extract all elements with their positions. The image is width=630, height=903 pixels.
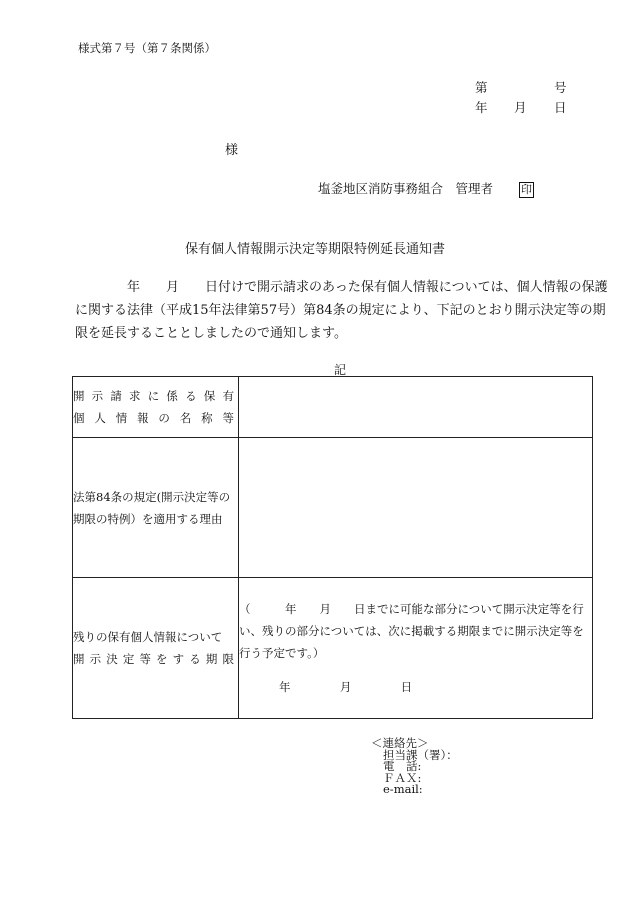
deadline-field[interactable] <box>239 578 593 719</box>
contact-phone: 電 話: <box>383 759 422 773</box>
issuer-line <box>318 179 534 198</box>
info-name-label <box>73 377 239 438</box>
contact-dept: 担当課（署）： <box>383 747 458 762</box>
form-number: 様式第７号（第７条関係） <box>78 41 216 55</box>
issuer-name: 塩釜地区消防事務組合 管理者 <box>318 181 494 196</box>
table-row-reason <box>73 438 593 578</box>
table-row-deadline <box>73 578 593 719</box>
recipient-honorific: 様 <box>225 143 239 158</box>
date-year-label: 年 <box>475 100 488 115</box>
contact-fax: ＦＡＸ: <box>383 770 422 785</box>
table-row-info-name <box>73 377 593 438</box>
seal-mark: 印 <box>521 182 533 196</box>
deadline-year: 年 <box>279 680 291 694</box>
info-name-label-line1: 開示請求に係る保有 <box>73 389 234 403</box>
date-day-label: 日 <box>554 100 567 115</box>
reason-label-line2: 期限の特例）を適用する理由 <box>73 511 223 526</box>
deadline-month: 月 <box>339 680 352 694</box>
doc-number-prefix: 第 <box>475 80 488 95</box>
date-month-label: 月 <box>514 100 527 115</box>
document-title: 保有個人情報開示決定等期限特例延長通知書 <box>184 242 445 257</box>
deadline-label-line2: 開示決定等をする期限 <box>73 652 234 666</box>
deadline-label-line1: 残りの保有個人情報について <box>73 630 223 644</box>
contact-heading: ＜連絡先＞ <box>371 736 429 750</box>
doc-number-suffix: 号 <box>554 80 567 95</box>
deadline-date <box>239 676 592 698</box>
info-table <box>72 376 593 719</box>
ki-label: 記 <box>333 363 346 377</box>
body-text: 年 月 日付けで開示請求のあった保有個人情報については、個人情報の保護に関する法律（平成15年法律第57号）第84条の規定により、下記のとおり開示決定等の期限を延長することとしましたので通知します。 <box>75 280 608 341</box>
deadline-text: （ 年 月 日までに可能な部分について開示決定等を行い、残りの部分については、次に掲載する期限までに開示決定等を行う予定です。） <box>239 602 584 660</box>
reason-label-line1: 法第84条の規定(開示決定等の <box>73 489 231 504</box>
deadline-label <box>73 578 239 719</box>
info-name-label-line2: 個人情報の名称等 <box>73 411 234 425</box>
info-name-field[interactable] <box>239 377 593 438</box>
contact-block <box>371 738 458 796</box>
reason-label <box>73 438 239 578</box>
deadline-day: 日 <box>400 680 413 694</box>
reason-field[interactable] <box>239 438 593 578</box>
contact-email: e-mail: <box>383 782 423 796</box>
